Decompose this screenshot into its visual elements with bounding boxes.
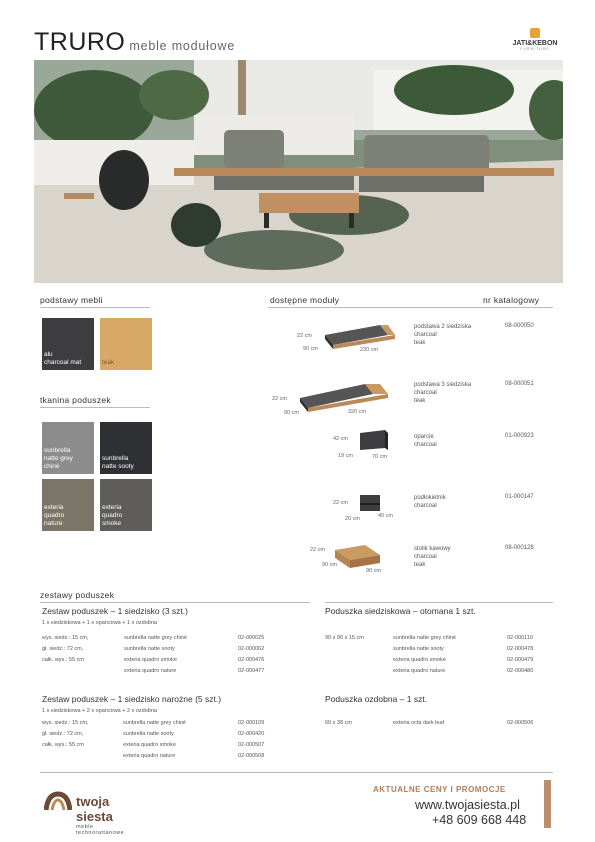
footer-logo: twoja siesta meble technorattanowe	[44, 790, 72, 818]
divider	[40, 407, 150, 408]
catalog-number: 02-000506	[507, 720, 534, 726]
fabric-name: sunbrella natte grey chiné	[393, 635, 456, 641]
fabric-swatch	[100, 422, 152, 474]
fabric-name: exteria quadro smoke	[393, 657, 446, 663]
set4-size: 60 x 38 cm	[325, 720, 352, 726]
fabric-name: exteria quadro nature	[124, 668, 177, 674]
divider	[40, 307, 150, 308]
module-dimension: 90 cm	[284, 410, 299, 416]
fabric-name: sunbrella natte sooty	[393, 646, 444, 652]
fabric-name: sunbrella natte grey chiné	[124, 635, 187, 641]
module-3-seat-illustration	[300, 384, 388, 412]
catalog-number: 02-000110	[507, 635, 533, 641]
spec-list: wys. siedz.: 15 cm, gł. siedz.: 72 cm, całk. wys.: 55 cm	[42, 635, 89, 663]
fabric-swatch	[42, 479, 94, 531]
fabric-name: sunbrella natte grey chiné	[123, 720, 186, 726]
website-link[interactable]: www.twojasiesta.pl	[415, 798, 520, 812]
fabric-name: exteria quadro smoke	[124, 657, 177, 663]
module-dimension: 22 cm	[272, 396, 287, 402]
catalog-number: 02-000109	[238, 720, 265, 726]
catalog-number: 02-000508	[238, 753, 265, 759]
module-armrest-illustration	[360, 495, 380, 511]
fabric-swatch-label: exteria quadro nature	[44, 504, 65, 527]
module-description: podstawa 3 siedziska charcoal teak	[414, 382, 472, 404]
page-subtitle: meble modułowe	[129, 39, 236, 53]
module-table-illustration	[335, 545, 380, 568]
base-swatch	[100, 318, 152, 370]
module-dimension: 90 cm	[303, 346, 318, 352]
set4-title: Poduszka ozdobna – 1 szt.	[325, 694, 428, 704]
fabric-swatch-label: sunbrella natte sooty	[102, 455, 134, 470]
fabric-swatch-label: exteria quadro smoke	[102, 504, 123, 527]
catalog-number: 02-000480	[507, 668, 534, 674]
module-description: stolik kawowy charcoal teak	[414, 546, 451, 568]
accent-bar	[544, 780, 551, 828]
fabric-name: sunbrella natte sooty	[124, 646, 175, 652]
hero-photo	[34, 60, 563, 283]
module-dimension: 19 cm	[338, 453, 353, 459]
set1-subtitle: 1 x siedziskowa + 1 x oparciowa + 1 x ozdobna	[42, 620, 157, 626]
catalog-number: 02-000420	[238, 731, 265, 737]
fabric-swatch	[42, 422, 94, 474]
divider	[268, 307, 553, 308]
product-name: TRURO	[34, 28, 126, 56]
module-catalog-number: 01-000923	[505, 433, 534, 439]
base-swatch-label: teak	[102, 359, 115, 366]
set3-title: Poduszka siedziskowa – otomana 1 szt.	[325, 606, 476, 616]
module-description: podłokietnik charcoal	[414, 495, 446, 509]
set1-title: Zestaw poduszek – 1 siedzisko (3 szt.)	[42, 606, 188, 616]
module-dimension: 22 cm	[333, 500, 348, 506]
page-title	[34, 28, 235, 57]
module-2-seat-illustration	[325, 325, 395, 349]
fabric-heading: tkanina poduszek	[40, 395, 111, 405]
fabric-name: exteria quadro smoke	[123, 742, 176, 748]
module-dimension: 70 cm	[372, 454, 387, 460]
set2-title: Zestaw poduszek – 1 siedzisko narożne (5 szt.)	[42, 694, 222, 704]
module-dimension: 20 cm	[345, 516, 360, 522]
catalog-heading: nr katalogowy	[483, 295, 540, 305]
catalog-number: 02-000477	[238, 668, 265, 674]
base-swatch-label: alu charcoal mat	[44, 351, 82, 366]
module-dimension: 40 cm	[378, 513, 393, 519]
fabric-name: exteria octa dark leaf	[393, 720, 445, 726]
catalog-number: 02-000478	[507, 646, 534, 652]
module-dimension: 22 cm	[310, 547, 325, 553]
spec-list: wys. siedz.: 15 cm, gł. siedz.: 72 cm, całk. wys.: 55 cm	[42, 720, 89, 748]
set3-size: 90 x 90 x 15 cm	[325, 635, 364, 641]
module-dimension: 90 cm	[322, 562, 337, 568]
module-catalog-number: 01-000147	[505, 494, 534, 500]
fabric-swatch-label: sunbrella natte grey chiné	[44, 447, 73, 470]
twoja-siesta-logo-icon	[44, 790, 72, 818]
module-backrest-illustration	[360, 430, 388, 450]
module-catalog-number: 08-000128	[505, 545, 534, 551]
module-dimension: 90 cm	[366, 568, 381, 574]
brand-logo: JATI&KEBON FURNITURE	[505, 28, 565, 51]
catalog-number: 02-000507	[238, 742, 265, 748]
module-dimension: 22 cm	[297, 333, 312, 339]
footer-divider	[40, 772, 553, 773]
divider	[40, 602, 310, 603]
cushions-heading: zestawy poduszek	[40, 590, 115, 600]
bases-heading: podstawy mebli	[40, 295, 103, 305]
fabric-name: sunbrella natte sooty	[123, 731, 174, 737]
divider	[325, 602, 553, 603]
set2-subtitle: 1 x siedziskowa + 2 x oparciowa + 2 x ozdobna	[42, 708, 157, 714]
modules-heading: dostępne moduły	[270, 295, 340, 305]
phone-number[interactable]: +48 609 668 448	[432, 813, 527, 827]
catalog-number: 02-000062	[238, 646, 265, 652]
promo-text: AKTUALNE CENY I PROMOCJE	[373, 785, 506, 794]
module-dimension: 42 cm	[333, 436, 348, 442]
module-dimension: 230 cm	[360, 347, 379, 353]
fabric-name: exteria quadro nature	[393, 668, 446, 674]
brand-mark-icon	[530, 28, 540, 38]
fabric-name: exteria quadro nature	[123, 753, 176, 759]
catalog-number: 02-000476	[238, 657, 265, 663]
module-catalog-number: 08-000051	[505, 381, 534, 387]
catalog-number: 02-000025	[238, 635, 265, 641]
module-description: podstawa 2 siedziska charcoal teak	[414, 324, 472, 346]
module-catalog-number: 08-000050	[505, 323, 534, 329]
module-dimension: 320 cm	[348, 409, 367, 415]
catalog-number: 02-000479	[507, 657, 534, 663]
module-description: oparcie charcoal	[414, 434, 437, 448]
fabric-swatch	[100, 479, 152, 531]
base-swatch	[42, 318, 94, 370]
